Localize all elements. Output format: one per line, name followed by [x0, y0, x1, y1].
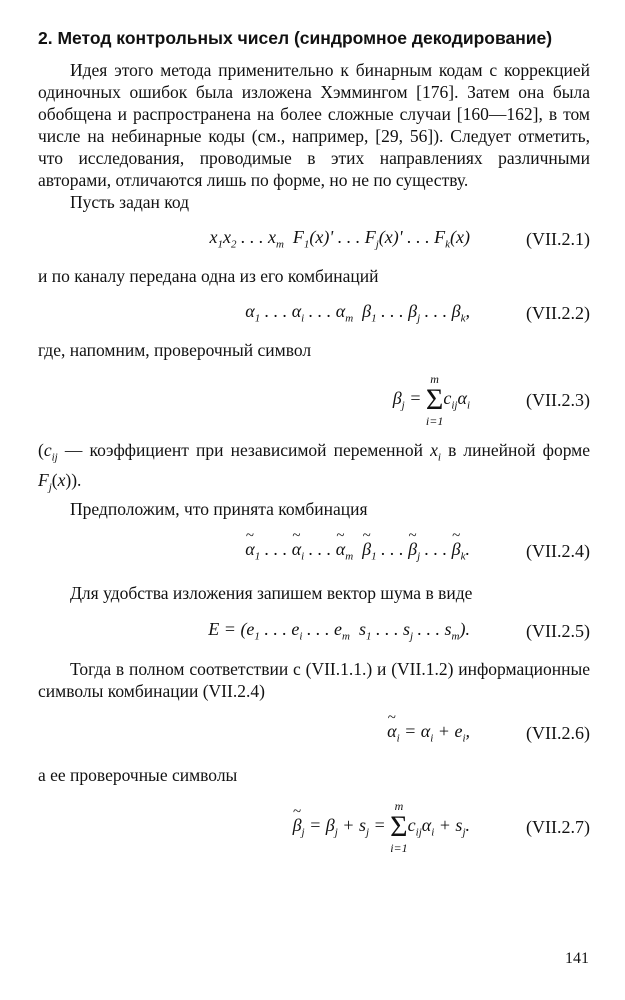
equation-2 [38, 287, 590, 339]
paragraph-transmitted: и по каналу передана одна из его комбинаций [38, 266, 379, 286]
equation-3-number: (VII.2.3) [526, 389, 590, 410]
equation-4-body: ~ $\alpha_1$ . . . ~ $\alpha_i$ . . . ~ $\alpha_m$ ~ $\beta_1$ . . . ~ $\beta_j$ . . . ~ $\beta_k$. [38, 539, 508, 563]
equation-6 [38, 702, 590, 764]
equation-7-number: (VII.2.7) [526, 816, 590, 837]
equation-4 [38, 520, 590, 582]
paragraph-noise: Для удобства изложения запишем вектор шума в виде [70, 583, 473, 603]
equation-3-body: $\beta_j$ = m Σ i=1 $c_{ij}\alpha_i$ [392, 372, 470, 428]
sum-symbol: m Σ i=1 [390, 799, 408, 855]
paragraph-info-symbols: Тогда в полном соответствии с (VII.1.1.) и (VII.1.2) информационные символы комбинации (VII.2.4) [38, 659, 590, 701]
equation-5 [38, 604, 590, 658]
equation-2-number: (VII.2.2) [526, 302, 590, 323]
page-number: 141 [565, 950, 589, 967]
sum-symbol: m Σ i=1 [425, 372, 444, 428]
paragraph-check-symbols: а ее проверочные символы [38, 765, 238, 785]
equation-2-body: $\alpha_1$ . . . $\alpha_i$ . . . $\alpha_m$ $\beta_1$ . . . $\beta_j$ . . . $\beta_k$, [245, 301, 470, 325]
equation-6-body: ~ $\alpha_i = \alpha_i + e_i$, [38, 721, 508, 745]
paragraph-code: Пусть задан код [70, 192, 190, 212]
paragraph-check-symbol: где, напомним, проверочный символ [38, 340, 312, 360]
equation-5-number: (VII.2.5) [526, 620, 590, 641]
equation-5-body: $E = (e_1$ . . . $e_i$ . . . $e_m$ $s_1$ . . . $s_j$ . . . $s_m$). [208, 619, 470, 643]
paragraph-intro: Идея этого метода применительно к бинарным кодам с коррекцией одиночных ошибок была изложена Хэммингом [176]. Затем она была обобщена и распространена на более сложные случаи [160—162], в том числе на небинарные коды (см., например, [29, 56]). Следует отметить, что исследования, проводимые в этих направлениях различными авторами, отличаются лишь по форме, но не по существу. [38, 60, 590, 190]
equation-4-number: (VII.2.4) [526, 540, 590, 561]
equation-1-body: $x_1x_2$ . . . $x_m$ $F_1(x)'$ . . . $F_j(x)'$ . . . $F_k(x)$ [209, 227, 470, 251]
equation-1 [38, 213, 590, 265]
equation-7-body: ~ $\beta_j = \beta_j + s_j$ = m Σ i=1 $c_{ij}\alpha_i + s_j$. [38, 800, 508, 854]
section-heading: 2. Метод контрольных чисел (синдромное декодирование) [38, 28, 553, 48]
paragraph-received: Предположим, что принята комбинация [70, 499, 368, 519]
equation-6-number: (VII.2.6) [526, 722, 590, 743]
equation-1-number: (VII.2.1) [526, 228, 590, 249]
equation-3 [38, 361, 590, 439]
equation-7 [38, 786, 590, 868]
page-body [38, 28, 590, 868]
paragraph-coefficient: ($c_{ij}$ — коэффициент при независимой переменной $x_i$ в линейной форме $F_j(x)$). [38, 440, 591, 493]
